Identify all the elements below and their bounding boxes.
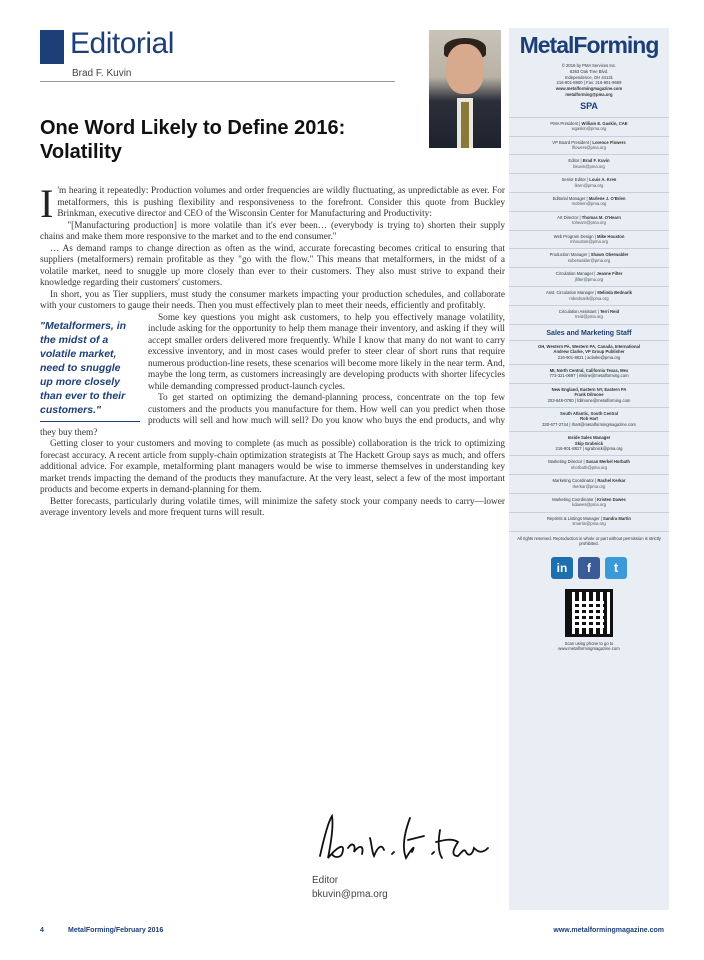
- footer-website[interactable]: www.metalformingmagazine.com: [553, 927, 664, 934]
- sales-rep: New England, Eastern NY, Eastern PA Frank Dilmone 203-648-0780 | fdilmone@metalforming.com: [509, 383, 669, 407]
- author-photo: [429, 30, 501, 148]
- social-links: [509, 557, 669, 579]
- masthead-sidebar: [509, 28, 669, 910]
- paragraph-6: To get started on optimizing the demand-planning process, concentrate on the top few customers and the products you manufacture for them. How well can you predict when those products will sell and how much will sell? Do you know who buys the end products, and why they buy them?: [40, 393, 505, 438]
- staff-row: Asst. Circulation Manager | Melinda Bednarik mbednarik@pma.org: [509, 286, 669, 305]
- paragraph-1: 'm hearing it repeatedly: Production volumes and order frequencies are wildly fluctuating, as unpredictable as ever. For metalformers, this is pushing flexibility and responsiveness to the forefront. Consider this quote from Buckley Brinkman, executive director and CEO of the Wisconsin Center for Manufacturing and Productivity:: [57, 186, 505, 219]
- paragraph-4: In short, you as Tier suppliers, must study the consumer markets impacting your production schedules, and collaborate with your customers to gauge their needs. Then you must effectively plan to meet their needs, efficiently and profitably.: [40, 289, 505, 311]
- magazine-logo: MetalForming: [519, 32, 659, 58]
- staff-row: Marketing Director | Susan Merkel Horbath shorbath@pma.org: [509, 455, 669, 474]
- spa-logo: SPA: [580, 100, 598, 111]
- facebook-icon[interactable]: f: [578, 557, 600, 579]
- section-title: Editorial: [70, 27, 174, 60]
- sales-rep: Inside Sales Manager Skip Grabnick 216-901-8817 | sgrabnick@pma.org: [509, 431, 669, 455]
- paragraph-3: … As demand ramps to change direction as often as the wind, accurate forecasting becomes critical to ensuring that suppliers (metalformers) remain profitable as they "go with the flow." This means that metalformers, in the midst of a volatile market, need to snuggle up more closely than ever to their customers. They also must strive to expand their knowledge regarding their customers' customers.: [40, 243, 505, 288]
- paragraph-5: Some key questions you might ask customers, to help you effectively manage volatility, include asking for the opportunity to help them manage their inventory, and asking if they will accept smaller orders delivered more frequently. While I know that many do not want to carry excessive inventory, and in most cases would prefer to steer clear of short runs that require numerous production-line resets, these scenarios will become more likely in the near term. And, maybe the long term, as customers increasingly are developing products with shorter lifecycles while demanding compressed product-launch cycles.: [148, 312, 505, 392]
- staff-row: Circulation Assistant | Terri Reid treid@pma.org: [509, 305, 669, 324]
- staff-row: Web Program Design | Mike Houston mhouston@pma.org: [509, 230, 669, 249]
- twitter-icon[interactable]: t: [605, 557, 627, 579]
- qr-code[interactable]: [565, 589, 613, 637]
- byline: Brad F. Kuvin: [72, 68, 132, 79]
- address-website[interactable]: www.metalformingmagazine.com: [555, 86, 623, 92]
- staff-row: Marketing Coordinator | Rachel Kerkar rkerkar@pma.org: [509, 474, 669, 493]
- staff-row: PMA President | William E. Gaskin, CAE wgaskin@pma.org: [509, 117, 669, 136]
- staff-row: VP Board President | Lorence Flowers lflowers@pma.org: [509, 136, 669, 155]
- footer-publication: MetalForming/February 2016: [68, 927, 164, 934]
- signature-email[interactable]: bkuvin@pma.org: [312, 889, 388, 900]
- staff-row: Reprints & Listings Manager | Sandra Martin smartin@pma.org: [509, 512, 669, 531]
- handwritten-signature: [312, 808, 502, 868]
- address-line: Independence, OH 44131: [565, 74, 613, 80]
- header-divider: [40, 81, 395, 82]
- paragraph-7: Getting closer to your customers and moving to complete (as much as possible) collaboration is the trick to optimizing forecast accuracy. A recent article from supply-chain optimization strategists at The Hackett Group says as much, and offers additional advice. For example, metalforming plant managers would be wise to immerse themselves in understanding key market trends impacting the demand of the products they manufacture. At the very least, select a few of the most important products and become experts in demand-planning for them.: [40, 439, 505, 495]
- section-color-bar: [40, 30, 64, 64]
- paragraph-8: Better forecasts, particularly during volatile times, will minimize the safety stock your company needs to carry—lower average inventory levels and more frequent turns will result.: [40, 496, 505, 518]
- qr-caption: [509, 641, 669, 652]
- staff-row: Production Manager | Shawn Oberwalder soberwalder@pma.org: [509, 248, 669, 267]
- staff-row: Editor | Brad F. Kuvin bkuvin@pma.org: [509, 154, 669, 173]
- publisher-address: [509, 63, 669, 98]
- rights-notice: All rights reserved. Reproduction in whole or part without permission is strictly prohibited.: [509, 531, 669, 551]
- staff-row: Editorial Manager | Marlene J. O'Brien mobrien@pma.org: [509, 192, 669, 211]
- staff-row: Senior Editor | Louis A. Kren lkren@pma.org: [509, 173, 669, 192]
- staff-row: Art Director | Thomas M. O'Hearn tohearn@pma.org: [509, 211, 669, 230]
- sales-rep: OH, Western PA, Western PA, Canada, International Andrew Clarke, VP Group Publisher 216-901-8821 | aclarke@pma.org: [509, 340, 669, 364]
- staff-list: [509, 117, 669, 324]
- staff-row: Marketing Coordinator | Kristen Dawes kdawes@pma.org: [509, 493, 669, 512]
- sales-rep: South Atlantic, South Central Rob Hart 330-677-2744 | rhart@metalformingmagazine.com: [509, 407, 669, 431]
- address-email[interactable]: metalforming@pma.org: [565, 91, 613, 97]
- linkedin-icon[interactable]: in: [551, 557, 573, 579]
- page-number: 4: [40, 927, 44, 934]
- qr-caption-line: Scan using phone to go to: [564, 640, 614, 646]
- staff-row: Circulation Manager | Jeanne Filter jfilter@pma.org: [509, 267, 669, 286]
- headline: One Word Likely to Define 2016: Volatility: [40, 117, 346, 163]
- article-body: [40, 181, 505, 520]
- qr-caption-line: www.metalformingmagazine.com: [558, 646, 620, 652]
- sales-rep: MI, North Central, California Texas, Mex 773-321-0697 | mkline@metalforming.com: [509, 364, 669, 383]
- paragraph-2: "[Manufacturing production] is more volatile than it's ever been… (everybody is trying to) shorten their supply chains and make them more responsive to the market and to the end consumer.": [40, 220, 505, 242]
- pull-quote: "Metalformers, in the midst of a volatile market, need to snuggle up more closely than ever to their customers.": [40, 317, 140, 422]
- address-line: 6363 Oak Tree Blvd.: [569, 68, 609, 74]
- drop-cap: I: [40, 181, 54, 226]
- address-line: 216-901-8800 | Fax: 216-901-9669: [556, 80, 622, 86]
- address-line: © 2016 by PMA Services Inc.: [561, 63, 617, 68]
- signature-role: Editor: [312, 875, 339, 886]
- sales-staff-heading: Sales and Marketing Staff: [509, 324, 669, 340]
